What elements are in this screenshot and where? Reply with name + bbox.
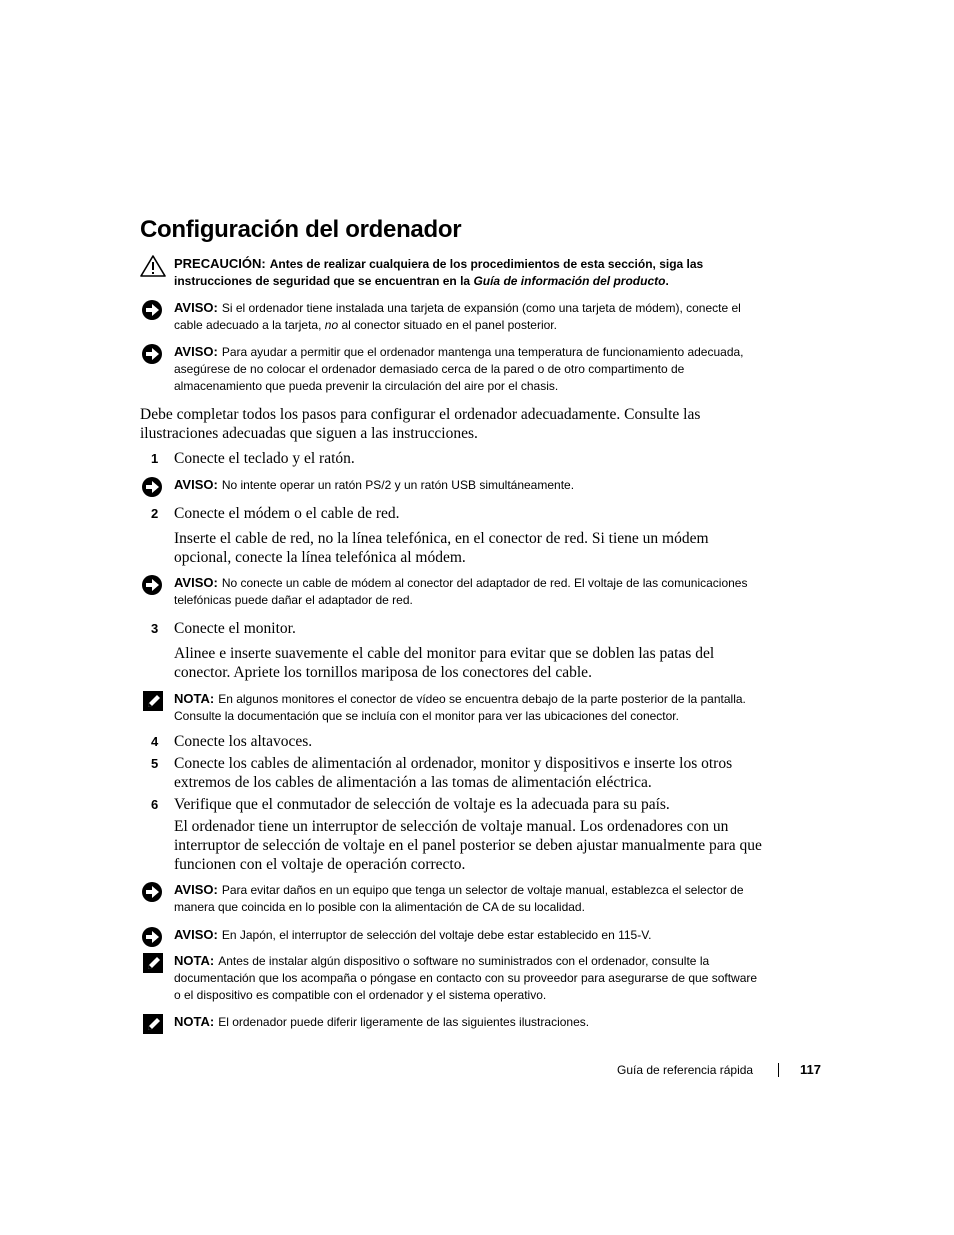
step-text: Conecte el monitor. xyxy=(174,620,296,637)
notice-label: AVISO: xyxy=(174,344,218,359)
note-text xyxy=(174,1013,762,1031)
notice-body: No conecte un cable de módem al conector del adaptador de red. El voltaje de las comunicaciones telefónicas puede dañar el adaptador de red. xyxy=(174,576,748,607)
step-item xyxy=(140,504,762,523)
notice-body: En Japón, el interruptor de selección del voltaje debe estar establecido en 115-V. xyxy=(221,928,652,942)
step-detail: Alinee e inserte suavemente el cable del monitor para evitar que se doblen las patas del conector. Apriete los tornillos mariposa de los conectores del cable. xyxy=(174,645,715,681)
step-number: 2 xyxy=(151,506,159,521)
notice-body-end: al conector situado en el panel posterior. xyxy=(341,318,557,332)
notice-arrow-icon xyxy=(140,926,166,948)
notice-block xyxy=(140,926,762,944)
step-item xyxy=(140,619,762,638)
page-title: Configuración del ordenador xyxy=(140,216,462,243)
note-block xyxy=(140,1013,762,1031)
notice-text xyxy=(174,574,762,609)
notice-italic: no xyxy=(324,318,339,332)
step-detail: Inserte el cable de red, no la línea telefónica, en el conector de red. Si tiene un módem opcional, conecte la línea telefónica al módem. xyxy=(174,530,709,566)
notice-block xyxy=(140,299,762,334)
notice-block xyxy=(140,476,762,494)
step-number: 1 xyxy=(151,451,159,466)
step-number: 5 xyxy=(151,756,159,771)
note-pencil-icon xyxy=(140,690,166,712)
note-label: NOTA: xyxy=(174,953,215,968)
caution-body: Antes de realizar cualquiera de los procedimientos de esta sección, siga las instrucciones de seguridad que se encuentran en la xyxy=(174,257,704,288)
notice-body: Para ayudar a permitir que el ordenador mantenga una temperatura de funcionamiento adecuada, asegúrese de no colocar el ordenador demasiado cerca de la pared o de otro compartimento de almacenamiento que pueda prevenir la circulación del aire por el chasis. xyxy=(174,345,744,393)
step-item xyxy=(140,795,762,814)
note-body: El ordenador puede diferir ligeramente de las siguientes ilustraciones. xyxy=(218,1015,590,1029)
caution-block xyxy=(140,255,762,290)
intro-paragraph: Debe completar todos los pasos para configurar el ordenador adecuadamente. Consulte las ilustraciones adecuadas que siguen a las instrucciones. xyxy=(140,406,701,442)
caution-label: PRECAUCIÓN: xyxy=(174,256,266,271)
caution-end: . xyxy=(665,274,669,288)
notice-block xyxy=(140,574,762,609)
note-text xyxy=(174,952,762,1004)
note-pencil-icon xyxy=(140,1013,166,1035)
notice-text xyxy=(174,476,762,494)
note-label: NOTA: xyxy=(174,691,215,706)
warning-triangle-icon xyxy=(140,255,166,277)
notice-label: AVISO: xyxy=(174,575,218,590)
step-number: 3 xyxy=(151,621,159,636)
step-item xyxy=(140,732,762,751)
notice-body: Para evitar daños en un equipo que tenga un selector de voltaje manual, establezca el selector de manera que coincida en lo posible con la alimentación de CA de su localidad. xyxy=(174,883,744,914)
note-block xyxy=(140,690,762,725)
caution-italic: Guía de información del producto xyxy=(473,274,666,288)
notice-arrow-icon xyxy=(140,881,166,903)
step-text: Verifique que el conmutador de selección de voltaje es la adecuada para su país. xyxy=(174,796,670,813)
step-text: Conecte los cables de alimentación al ordenador, monitor y dispositivos e inserte los otros extremos de los cables de alimentación a las tomas de alimentación eléctrica. xyxy=(174,755,733,791)
step-number: 4 xyxy=(151,734,159,749)
step-item xyxy=(140,754,762,792)
note-body: Antes de instalar algún dispositivo o software no suministrados con el ordenador, consulte la documentación que los acompaña o póngase en contacto con su proveedor para asegurarse de que software o el dispositivo es compatible con el ordenador y el sistema operativo. xyxy=(174,954,758,1002)
footer-separator xyxy=(778,1063,779,1077)
notice-block xyxy=(140,343,762,395)
notice-body: Si el ordenador tiene instalada una tarjeta de expansión (como una tarjeta de módem), conecte el cable adecuado a la tarjeta, xyxy=(174,301,741,332)
notice-text xyxy=(174,881,762,916)
notice-label: AVISO: xyxy=(174,300,218,315)
step-number: 6 xyxy=(151,797,159,812)
note-block xyxy=(140,952,762,1004)
caution-text xyxy=(174,255,762,290)
notice-arrow-icon xyxy=(140,476,166,498)
note-label: NOTA: xyxy=(174,1014,215,1029)
step-item xyxy=(140,449,762,468)
note-pencil-icon xyxy=(140,952,166,974)
note-text xyxy=(174,690,762,725)
note-body: En algunos monitores el conector de vídeo se encuentra debajo de la parte posterior de la pantalla. Consulte la documentación que se incluía con el monitor para ver las ubicaciones del conector. xyxy=(174,692,746,723)
step-text: Conecte el módem o el cable de red. xyxy=(174,505,400,522)
notice-body: No intente operar un ratón PS/2 y un ratón USB simultáneamente. xyxy=(221,478,575,492)
notice-label: AVISO: xyxy=(174,927,218,942)
page-number: 117 xyxy=(800,1062,821,1077)
footer-title: Guía de referencia rápida xyxy=(617,1063,754,1077)
notice-label: AVISO: xyxy=(174,477,218,492)
notice-text xyxy=(174,299,762,334)
notice-block xyxy=(140,881,762,916)
notice-arrow-icon xyxy=(140,574,166,596)
step-detail: El ordenador tiene un interruptor de selección de voltaje manual. Los ordenadores con un interruptor de selección de voltaje en el panel posterior se deben ajustar manualmente para que funcionen con el voltaje de operación correcto. xyxy=(174,818,762,873)
notice-text xyxy=(174,926,762,944)
notice-text xyxy=(174,343,762,395)
notice-arrow-icon xyxy=(140,343,166,365)
notice-label: AVISO: xyxy=(174,882,218,897)
step-text: Conecte el teclado y el ratón. xyxy=(174,450,355,467)
step-text: Conecte los altavoces. xyxy=(174,733,313,750)
notice-arrow-icon xyxy=(140,299,166,321)
